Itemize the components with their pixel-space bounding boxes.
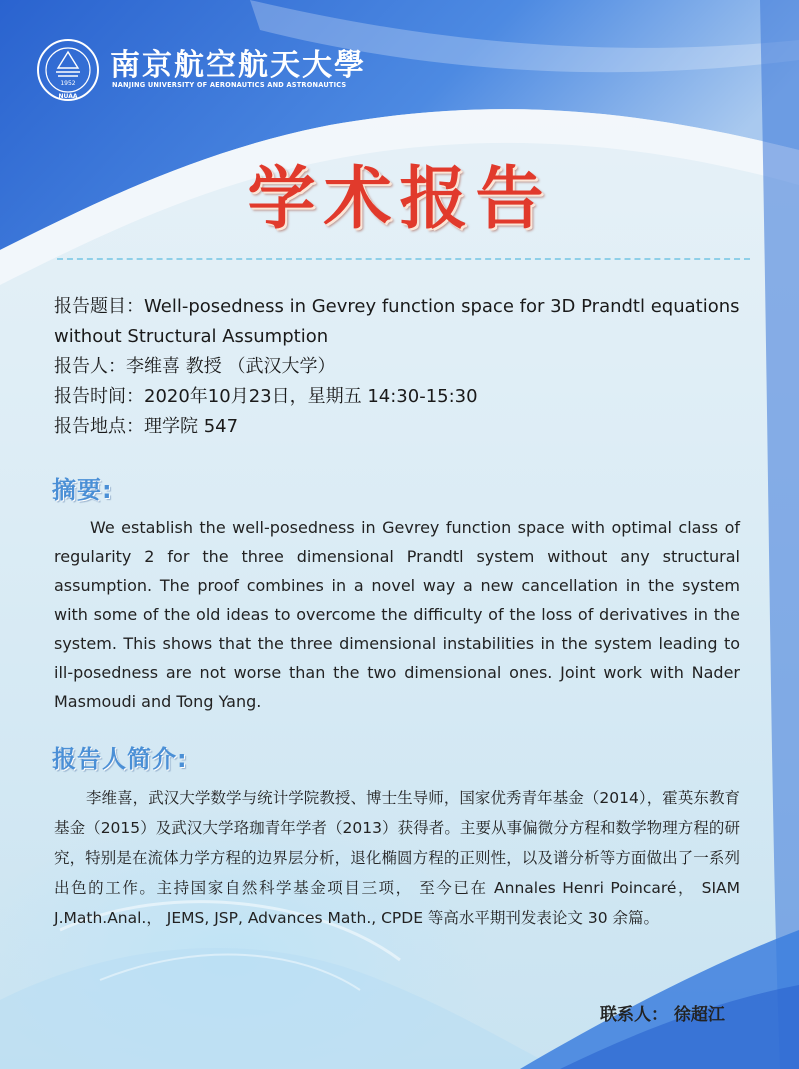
speaker-value: 李维喜 教授 （武汉大学） <box>126 356 336 377</box>
speaker-label: 报告人： <box>54 356 126 377</box>
time-row <box>54 382 774 412</box>
bio-text: 李维喜，武汉大学数学与统计学院教授、博士生导师，国家优秀青年基金（2014），霍英东教育基金（2015）及武汉大学珞珈青年学者（2013）获得者。主要从事偏微分方程和数学物理方程的研究，特别是在流体力学方程的边界层分析，退化椭圆方程的正则性，以及谱分析等方面做出了一系列出色的工作。主持国家自然科学基金项目三项， 至今已在 Annales Henri Poincaré， SIAM J.Math.Anal.， JEMS, JSP, Advances Math., CPDE 等高水平期刊发表论文 30 余篇。 <box>54 789 740 927</box>
page-title: 学术报告 <box>247 160 552 239</box>
title-divider <box>57 258 750 260</box>
school-name-en: NANJING UNIVERSITY OF AERONAUTICS AND ASTRONAUTICS <box>112 81 347 89</box>
speaker-row <box>54 352 774 382</box>
school-name-cn: 南京航空航天大學 <box>110 48 366 83</box>
topic-line1: Well-posedness in Gevrey function space for 3D Prandtl equations <box>144 296 740 317</box>
place-value: 理学院 547 <box>144 416 239 437</box>
place-label: 报告地点： <box>54 416 144 437</box>
time-value: 2020年10月23日，星期五 14:30-15:30 <box>144 386 478 407</box>
topic-line2: without Structural Assumption <box>54 326 329 347</box>
topic-row <box>54 292 774 322</box>
talk-info <box>54 292 774 442</box>
bio-heading: 报告人简介: <box>52 745 188 773</box>
contact-person: 联系人： 徐超江 <box>600 1005 725 1025</box>
place-row <box>54 412 774 442</box>
abstract-text: We establish the well-posedness in Gevrey function space with optimal class of regularity 2 for the three dimensional Prandtl system without any structural assumption. The proof combines in a novel way a new cancellation in the system with some of the old ideas to overcome the difficulty of the loss of derivatives in the system. This shows that the three dimensional instabilities in the system leading to ill-posedness are not worse than the two dimensional ones. Joint work with Nader Masmoudi and Tong Yang. <box>54 518 740 711</box>
abstract-heading: 摘要: <box>52 476 113 504</box>
logo-year: 1952 <box>60 80 76 87</box>
time-label: 报告时间： <box>54 386 144 407</box>
topic-label: 报告题目： <box>54 296 144 317</box>
logo-abbr: NUAA <box>58 93 78 100</box>
university-logo-icon <box>36 38 100 102</box>
